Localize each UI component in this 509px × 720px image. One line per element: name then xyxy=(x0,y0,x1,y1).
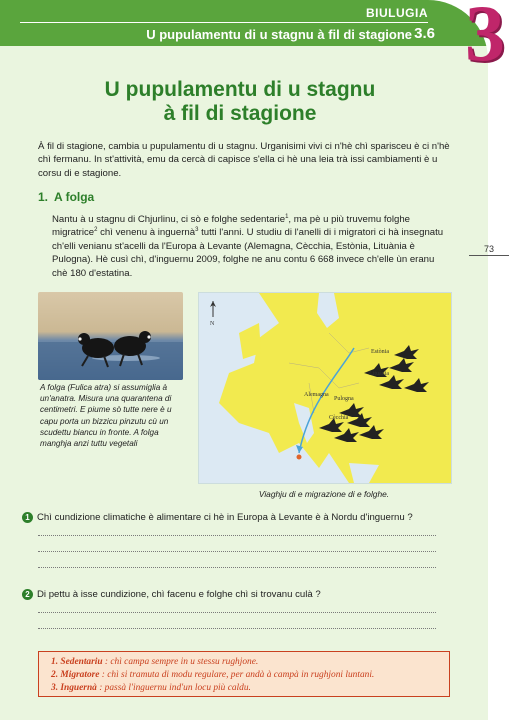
intro-paragraph: À fil di stagione, cambia u pupulamentu di u stagnu. Urganisimi vivi ci n'hè chì sparisceu è ci n'hè chì fermanu. In st'attività, emu da cercà di capisce s'ella ci hè una leia trà issi cambiamenti è u corsu di e stagione. xyxy=(38,141,450,179)
footnote-ref-2[interactable]: 2 xyxy=(94,227,98,234)
page-title-line2: à fil di stagione xyxy=(163,102,317,125)
photo-caption: A folga (Fulica atra) si assumiglia à un'anatra. Misura una quarantena di centimetri. E piume sò tutte nere è u capu porta un bizzicu pinzutu cù un scudettu biancu in fronte. A folga manghja anzi tuttu vegetali xyxy=(40,383,172,449)
glossary-definition: : chì campa sempre in u stessu rughjone. xyxy=(102,657,259,667)
paragraph-text: chì venenu à inguernà xyxy=(97,227,196,239)
compass-label: N xyxy=(210,321,215,327)
glossary-entry xyxy=(51,669,437,682)
glossary-term: 3. Inguernà xyxy=(51,683,97,693)
migration-map xyxy=(198,292,452,484)
glossary-term: 2. Migratore xyxy=(51,670,100,680)
question-1 xyxy=(22,512,450,523)
glossary-entry xyxy=(51,656,437,669)
answer-line[interactable] xyxy=(38,535,436,536)
answer-line[interactable] xyxy=(38,628,436,629)
chapter-number: 3.6 xyxy=(414,25,435,42)
question-number-badge: 1 xyxy=(22,512,33,523)
coot-photo xyxy=(38,292,183,380)
question-2 xyxy=(22,589,450,600)
page-title-line1: U pupulamentu di u stagnu xyxy=(104,78,376,101)
section-number: 1. xyxy=(38,190,49,204)
map-label: Pulogna xyxy=(334,396,354,402)
footnote-ref-1[interactable]: 1 xyxy=(285,213,289,220)
question-text: Chì cundizione climatiche è alimentare ci hè in Europa à Levante è à Nordu d'inguernu ? xyxy=(37,512,413,523)
page-number: 73 xyxy=(469,244,509,256)
paragraph-text: , ma pè u più truvemu folghe migratrice xyxy=(52,214,410,239)
question-text: Di pettu à isse cundizione, chì facenu e folghe chì si trovanu culà ? xyxy=(37,589,321,600)
glossary-definition: : passà l'inguernu ind'un locu più caldu. xyxy=(96,683,251,693)
body-paragraph xyxy=(52,213,452,280)
answer-line[interactable] xyxy=(38,551,436,552)
page-title xyxy=(40,78,440,126)
section-heading xyxy=(38,190,94,204)
chapter-title: U pupulamentu di u stagnu à fil di stagione xyxy=(146,27,412,42)
glossary-entry xyxy=(51,682,437,695)
map-label: Lituània xyxy=(369,371,389,377)
answer-line[interactable] xyxy=(38,612,436,613)
map-label: Cècchia xyxy=(329,415,349,421)
glossary-box xyxy=(38,651,450,697)
glossary-definition: : chì si tramuta di modu regulare, per andà à campà in rughjoni luntani. xyxy=(99,670,375,680)
answer-line[interactable] xyxy=(38,567,436,568)
footnote-ref-3[interactable]: 3 xyxy=(195,227,199,234)
header-divider xyxy=(20,22,428,23)
paragraph-text: tutti l'anni. U studiu di l'anelli di i migratori ci hà insegnatu ch'elli venianu st'acelli da l'Europa à Levante (Alemagna, Cècchia, Estònia, Lituània è Pulogna). Hè cusì chì, d'inguernu 2009, folghe ne anu contu 6 668 invece ch'elle ùn eranu chè 180 d'estatina. xyxy=(52,227,444,279)
chapter-big-number: 3 xyxy=(465,0,505,78)
map-caption: Viaghju di e migrazione di e folghe. xyxy=(258,489,390,499)
map-label: Estònia xyxy=(371,349,389,355)
glossary-term: 1. Sedentariu xyxy=(51,657,103,667)
map-label: Alemagna xyxy=(304,392,329,398)
subject-label: BIULUGIA xyxy=(366,6,428,20)
section-title: A folga xyxy=(54,190,95,204)
paragraph-text: Nantu à u stagnu di Chjurlinu, ci sò e folghe sedentarie xyxy=(52,214,286,225)
question-number-badge: 2 xyxy=(22,589,33,600)
